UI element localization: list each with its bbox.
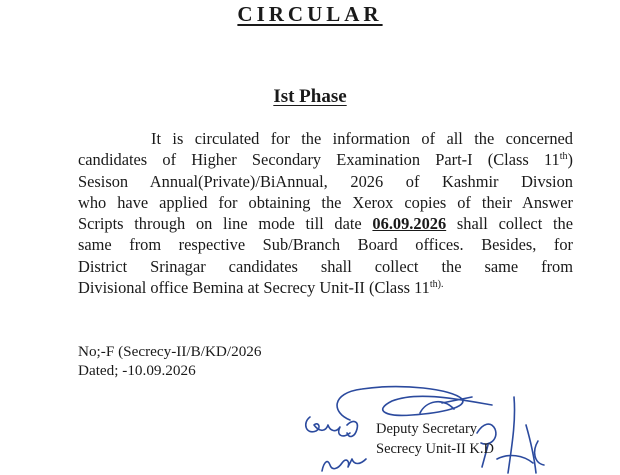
- signature-block: [292, 375, 620, 475]
- reference-date: Dated; -10.09.2026: [78, 362, 196, 379]
- paragraph-line-5-a: Scripts through on line mode till date: [78, 214, 373, 234]
- paragraph-line-5-b: shall collect the: [446, 214, 573, 234]
- paragraph-line-8: [78, 277, 573, 298]
- paragraph-line-2-sup: th: [559, 151, 568, 163]
- paragraph-line-1: It is circulated for the information of all the concerned: [151, 129, 573, 148]
- signatory-designation: Deputy Secretary: [376, 421, 478, 437]
- paragraph-line-8-sup: th).: [429, 279, 444, 291]
- circular-paragraph: [78, 128, 573, 298]
- paragraph-line-8-text: Divisional office Bemina at Secrecy Unit-II (Class 11: [78, 278, 430, 298]
- signatory-unit: Secrecy Unit-II K.D: [376, 441, 494, 457]
- paragraph-line-5: [78, 213, 573, 234]
- paragraph-line-3: Sesison Annual(Private)/BiAnnual, 2026 of Kashmir Divsion: [78, 171, 573, 191]
- paragraph-line-2: [78, 149, 573, 170]
- paragraph-line-7: District Srinagar candidates shall collect the same from: [78, 256, 573, 276]
- deadline-date: 06.09.2026: [372, 214, 447, 234]
- paragraph-line-2-end: ): [567, 150, 573, 170]
- signatory-title: [376, 419, 494, 459]
- reference-block: [78, 342, 261, 380]
- reference-number: No;-F (Secrecy-II/B/KD/2026: [78, 343, 262, 360]
- paragraph-line-4: who have applied for obtaining the Xerox copies of their Answer: [78, 192, 573, 212]
- paragraph-line-6: same from respective Sub/Branch Board offices. Besides, for: [78, 235, 573, 255]
- phase-heading: Ist Phase: [273, 86, 347, 107]
- circular-title: CIRCULAR: [237, 2, 383, 26]
- paragraph-line-2-text: candidates of Higher Secondary Examination Part-I (Class 11: [78, 150, 560, 170]
